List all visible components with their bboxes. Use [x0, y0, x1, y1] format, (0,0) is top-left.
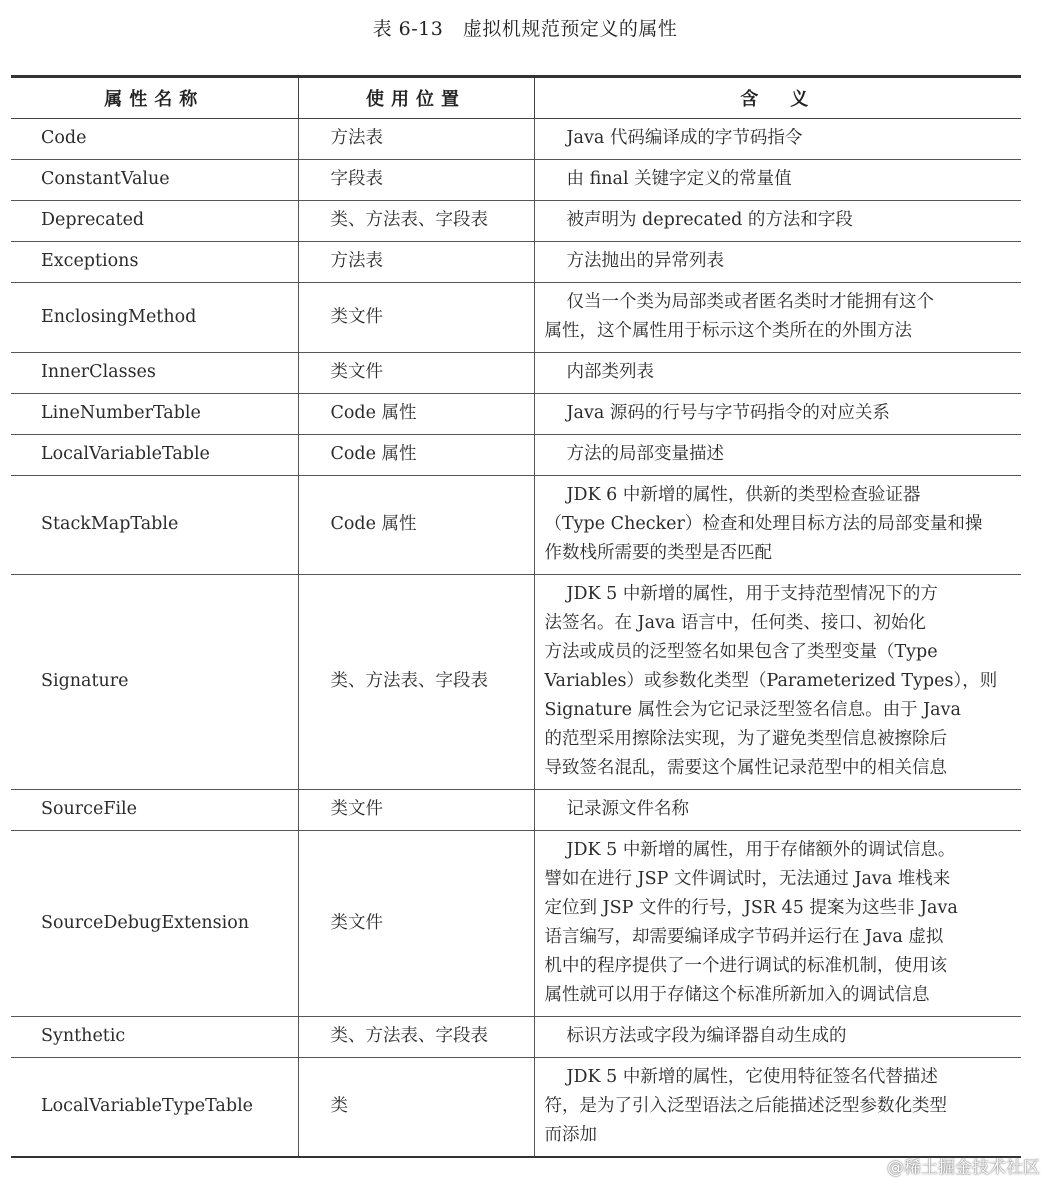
meaning-line: 属性，这个属性用于标示这个类所在的外围方法	[544, 321, 912, 341]
meaning-line: 譬如在进行 JSP 文件调试时，无法通过 Java 堆栈来	[544, 869, 951, 889]
meaning-line: 方法抛出的异常列表	[566, 251, 724, 271]
meaning-line: JDK 5 中新增的属性，用于支持范型情况下的方	[566, 584, 938, 604]
table-row	[11, 201, 1021, 242]
attribute-name-cell: InnerClasses	[11, 353, 298, 394]
meaning-cell	[534, 353, 1021, 394]
meaning-line: 语言编写，却需要编译成字节码并运行在 Java 虚拟	[544, 927, 944, 947]
attribute-name-cell: LineNumberTable	[11, 394, 298, 435]
table-row	[11, 353, 1021, 394]
meaning-line: 机中的程序提供了一个进行调试的标准机制，使用该	[544, 956, 947, 976]
meaning-line: 内部类列表	[566, 362, 654, 382]
meaning-line: （Type Checker）检查和处理目标方法的局部变量和操	[544, 514, 983, 534]
meaning-line: 而添加	[544, 1125, 597, 1145]
meaning-cell	[534, 201, 1021, 242]
usage-location-cell: 类文件	[298, 283, 534, 353]
table-row	[11, 1058, 1021, 1158]
usage-location-cell: Code 属性	[298, 394, 534, 435]
usage-location-cell: 类文件	[298, 831, 534, 1017]
usage-location-cell: 方法表	[298, 119, 534, 160]
table-row	[11, 283, 1021, 353]
meaning-line: 方法的局部变量描述	[566, 444, 724, 464]
usage-location-cell: Code 属性	[298, 476, 534, 575]
table-row	[11, 160, 1021, 201]
attribute-name-cell: SourceDebugExtension	[11, 831, 298, 1017]
meaning-cell	[534, 790, 1021, 831]
attribute-name-cell: LocalVariableTypeTable	[11, 1058, 298, 1158]
meaning-line: JDK 5 中新增的属性，它使用特征签名代替描述	[566, 1067, 938, 1087]
meaning-cell	[534, 476, 1021, 575]
table-row	[11, 435, 1021, 476]
meaning-line: 属性就可以用于存储这个标准所新加入的调试信息	[544, 985, 930, 1005]
attribute-name-cell: Deprecated	[11, 201, 298, 242]
meaning-cell	[534, 394, 1021, 435]
table-row	[11, 1017, 1021, 1058]
header-meaning: 含 义	[534, 77, 1021, 119]
meaning-line: 方法或成员的泛型签名如果包含了类型变量（Type	[544, 642, 938, 662]
table-row	[11, 476, 1021, 575]
usage-location-cell: 类、方法表、字段表	[298, 201, 534, 242]
attribute-name-cell: ConstantValue	[11, 160, 298, 201]
usage-location-cell: 类、方法表、字段表	[298, 575, 534, 790]
usage-location-cell: Code 属性	[298, 435, 534, 476]
meaning-cell	[534, 831, 1021, 1017]
table-row	[11, 242, 1021, 283]
meaning-cell	[534, 242, 1021, 283]
attributes-table	[11, 75, 1021, 1158]
meaning-line: Java 源码的行号与字节码指令的对应关系	[566, 403, 890, 423]
meaning-cell	[534, 119, 1021, 160]
meaning-cell	[534, 575, 1021, 790]
meaning-line: 作数栈所需要的类型是否匹配	[544, 543, 772, 563]
usage-location-cell: 方法表	[298, 242, 534, 283]
table-header-row	[11, 77, 1021, 119]
table-row	[11, 575, 1021, 790]
meaning-line: 被声明为 deprecated 的方法和字段	[566, 210, 853, 230]
meaning-line: 符，是为了引入泛型语法之后能描述泛型参数化类型	[544, 1096, 947, 1116]
table-row	[11, 790, 1021, 831]
meaning-line: 导致签名混乱，需要这个属性记录范型中的相关信息	[544, 758, 947, 778]
header-attribute-name: 属性名称	[11, 77, 298, 119]
watermark: @稀土掘金技术社区	[887, 1158, 1040, 1178]
attribute-name-cell: StackMapTable	[11, 476, 298, 575]
meaning-cell	[534, 283, 1021, 353]
table-row	[11, 119, 1021, 160]
table-caption: 表 6-13 虚拟机规范预定义的属性	[372, 18, 678, 40]
attribute-name-cell: Code	[11, 119, 298, 160]
usage-location-cell: 字段表	[298, 160, 534, 201]
meaning-line: JDK 5 中新增的属性，用于存储额外的调试信息。	[566, 840, 956, 860]
attribute-name-cell: SourceFile	[11, 790, 298, 831]
meaning-line: 仅当一个类为局部类或者匿名类时才能拥有这个	[566, 292, 934, 312]
meaning-line: Signature 属性会为它记录泛型签名信息。由于 Java	[544, 700, 961, 720]
table-row	[11, 394, 1021, 435]
header-usage-location: 使用位置	[298, 77, 534, 119]
meaning-line: Variables）或参数化类型（Parameterized Types），则	[544, 671, 998, 691]
meaning-cell	[534, 160, 1021, 201]
meaning-line: JDK 6 中新增的属性，供新的类型检查验证器	[566, 485, 921, 505]
attribute-name-cell: LocalVariableTable	[11, 435, 298, 476]
meaning-line: 法签名。在 Java 语言中，任何类、接口、初始化	[544, 613, 926, 633]
meaning-line: 由 final 关键字定义的常量值	[566, 169, 792, 189]
usage-location-cell: 类	[298, 1058, 534, 1158]
meaning-line: 记录源文件名称	[566, 799, 689, 819]
usage-location-cell: 类文件	[298, 790, 534, 831]
meaning-cell	[534, 435, 1021, 476]
table-body	[11, 119, 1021, 1158]
meaning-line: 定位到 JSP 文件的行号，JSR 45 提案为这些非 Java	[544, 898, 958, 918]
attribute-name-cell: Signature	[11, 575, 298, 790]
meaning-line: 的范型采用擦除法实现，为了避免类型信息被擦除后	[544, 729, 947, 749]
meaning-cell	[534, 1058, 1021, 1158]
usage-location-cell: 类、方法表、字段表	[298, 1017, 534, 1058]
attribute-name-cell: EnclosingMethod	[11, 283, 298, 353]
table-row	[11, 831, 1021, 1017]
attribute-name-cell: Synthetic	[11, 1017, 298, 1058]
usage-location-cell: 类文件	[298, 353, 534, 394]
meaning-cell	[534, 1017, 1021, 1058]
meaning-line: 标识方法或字段为编译器自动生成的	[566, 1026, 847, 1046]
meaning-line: Java 代码编译成的字节码指令	[566, 128, 803, 148]
attribute-name-cell: Exceptions	[11, 242, 298, 283]
